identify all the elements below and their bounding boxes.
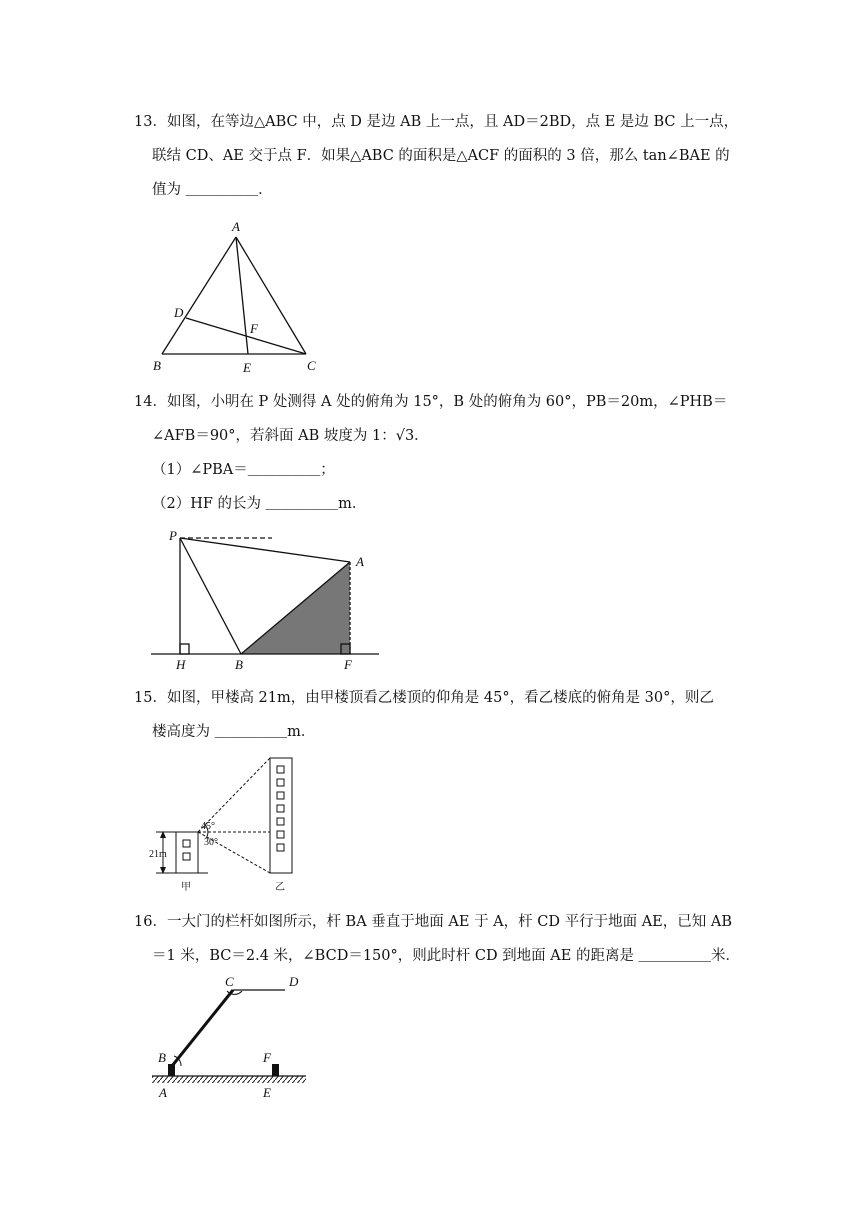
q15-angle-30: 30° bbox=[204, 837, 218, 848]
q13-label-e: E bbox=[243, 360, 251, 375]
q15-building-yi bbox=[270, 758, 292, 873]
q15-buildings-figure bbox=[148, 752, 318, 898]
q16-label-c: C bbox=[225, 974, 234, 989]
q13-line-1: 13．如图，在等边△ABC 中，点 D 是边 AB 上一点，且 AD＝2BD，点 E 是边 BC 上一点， bbox=[134, 114, 739, 130]
q13-line-2: 联结 CD、AE 交于点 F．如果△ABC 的面积是△ACF 的面积的 3 倍，那么 tan∠BAE 的 bbox=[152, 148, 730, 164]
q16-rod-bc bbox=[172, 990, 233, 1066]
q15-line-2: 楼高度为 ＿＿＿＿＿m． bbox=[152, 724, 316, 740]
q15-label-yi: 乙 bbox=[275, 882, 285, 893]
q14-label-a: A bbox=[356, 554, 364, 569]
q15-height-label: 21m bbox=[149, 849, 167, 860]
q16-gate-figure bbox=[145, 972, 315, 1102]
q13-label-b: B bbox=[153, 358, 161, 373]
q14-line-2: ∠AFB＝90°，若斜面 AB 坡度为 1：√3． bbox=[152, 428, 429, 444]
q14-label-h: H bbox=[176, 657, 186, 672]
q14-label-f: F bbox=[344, 657, 352, 672]
q16-line-2: ＝1 米，BC＝2.4 米，∠BCD＝150°，则此时杆 CD 到地面 AE 的距离是 ＿＿＿＿＿米． bbox=[152, 948, 741, 964]
q14-line-1: 14．如图，小明在 P 处测得 A 处的俯角为 15°，B 处的俯角为 60°，PB＝20m，∠PHB＝ bbox=[134, 394, 728, 410]
q15-angle-45: 45° bbox=[201, 821, 215, 832]
q13-label-f: F bbox=[250, 321, 258, 336]
q16-ground bbox=[152, 1076, 306, 1083]
q14-label-b: B bbox=[235, 657, 243, 672]
q16-label-b: B bbox=[158, 1050, 166, 1065]
q14-label-p: P bbox=[169, 528, 177, 543]
q13-label-d: D bbox=[174, 305, 184, 320]
q16-post-ef bbox=[272, 1064, 279, 1076]
q14-slope-figure bbox=[145, 528, 385, 673]
q16-label-f: F bbox=[263, 1050, 271, 1065]
q16-line-1: 16．一大门的栏杆如图所示，杆 BA 垂直于地面 AE 于 A，杆 CD 平行于地面 AE，已知 AB bbox=[134, 914, 732, 930]
q15-label-jia: 甲 bbox=[181, 882, 191, 893]
q13-label-a: A bbox=[232, 219, 240, 234]
q16-label-d: D bbox=[289, 974, 299, 989]
q16-label-a: A bbox=[159, 1085, 167, 1100]
q13-triangle-figure bbox=[148, 215, 328, 375]
q14-line-4: （2）HF 的长为 ＿＿＿＿＿m． bbox=[152, 496, 367, 512]
q14-line-3: （1）∠PBA＝＿＿＿＿＿； bbox=[152, 462, 335, 478]
q15-line-1: 15．如图，甲楼高 21m，由甲楼顶看乙楼顶的仰角是 45°，看乙楼底的俯角是 30°，则乙 bbox=[134, 690, 714, 706]
q16-label-e: E bbox=[263, 1085, 271, 1100]
q13-line-3: 值为 ＿＿＿＿＿． bbox=[152, 182, 273, 198]
q13-label-c: C bbox=[307, 358, 316, 373]
